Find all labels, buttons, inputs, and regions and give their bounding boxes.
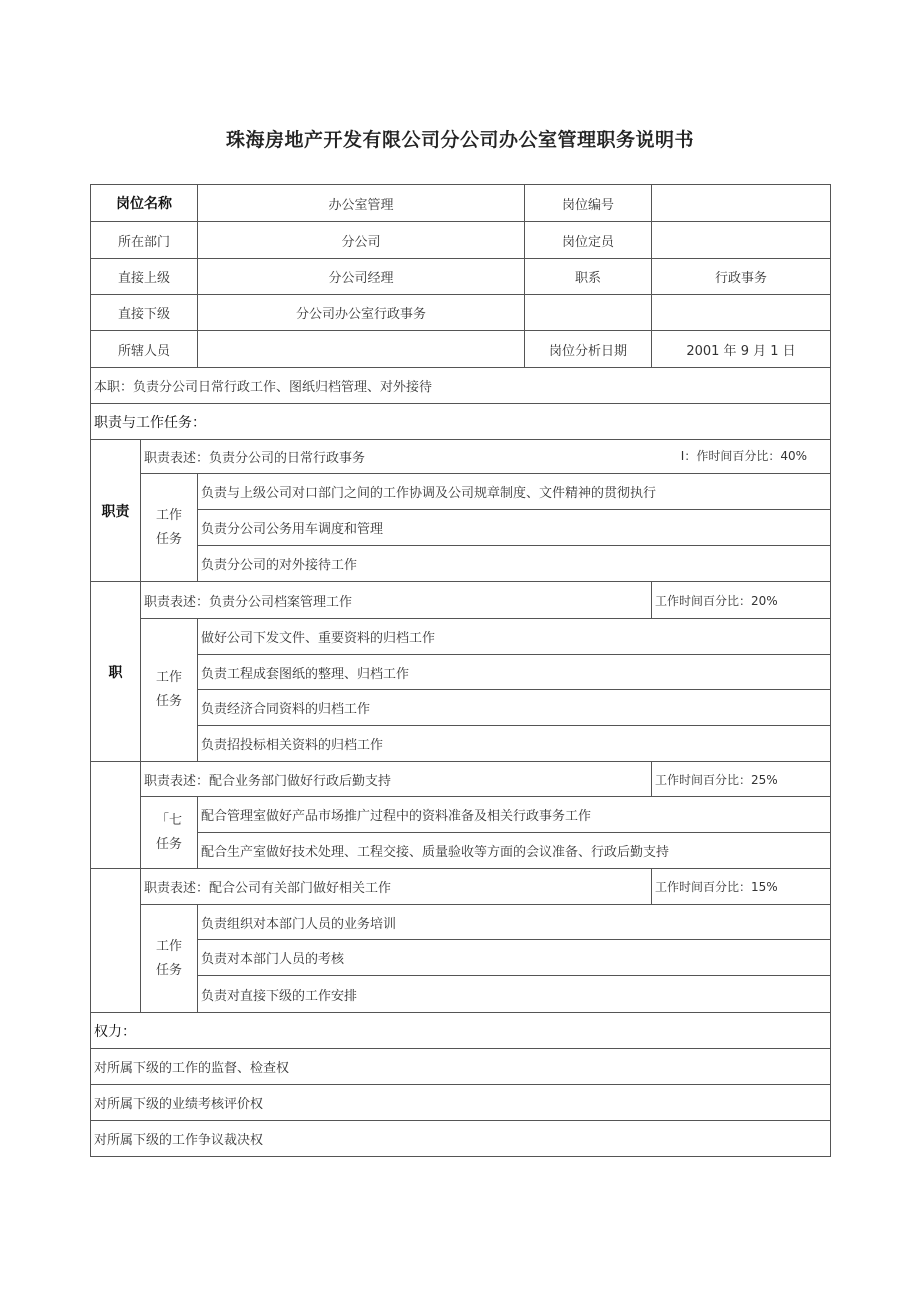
task-row bbox=[91, 546, 831, 582]
subordinate-value: 分公司办公室行政事务 bbox=[198, 295, 525, 331]
managed-value bbox=[198, 331, 525, 368]
task-label: 工作 任务 bbox=[141, 474, 198, 582]
task-item: 负责招投标相关资料的归档工作 bbox=[198, 726, 831, 762]
duty-statement-cell bbox=[141, 440, 831, 474]
row-duties-heading bbox=[91, 404, 831, 440]
task-item: 负责对直接下级的工作安排 bbox=[198, 976, 831, 1013]
duty-time-percent: 工作时间百分比：20% bbox=[652, 582, 831, 619]
duty-statement: 职责表述：负责分公司档案管理工作 bbox=[141, 582, 652, 619]
series-label: 职系 bbox=[525, 259, 652, 295]
duties-heading: 职责与工作任务： bbox=[91, 404, 831, 440]
task-item: 负责经济合同资料的归档工作 bbox=[198, 690, 831, 726]
task-row bbox=[91, 690, 831, 726]
task-item: 配合生产室做好技术处理、工程交接、质量验收等方面的会议准备、行政后勤支持 bbox=[198, 833, 831, 869]
task-row bbox=[91, 976, 831, 1013]
duty-summary: 本职：负责分公司日常行政工作、图纸归档管理、对外接待 bbox=[91, 368, 831, 404]
row-powers-heading bbox=[91, 1013, 831, 1049]
duty-statement: 职责表述：配合公司有关部门做好相关工作 bbox=[141, 869, 652, 905]
powers-heading: 权力： bbox=[91, 1013, 831, 1049]
headcount-label: 岗位定员 bbox=[525, 222, 652, 259]
power-row bbox=[91, 1121, 831, 1157]
position-name-value: 办公室管理 bbox=[198, 185, 525, 222]
duty-statement: 职责表述：负责分公司的日常行政事务 bbox=[144, 451, 366, 466]
position-name-label: 岗位名称 bbox=[91, 185, 198, 222]
duty-group-label bbox=[91, 869, 141, 1013]
duty-group-label: 职 bbox=[91, 582, 141, 762]
duty-time-percent: 工作时间百分比：25% bbox=[652, 762, 831, 797]
duty-time-percent: 工作时间百分比：15% bbox=[652, 869, 831, 905]
superior-label: 直接上级 bbox=[91, 259, 198, 295]
duty-group-label bbox=[91, 762, 141, 869]
task-label: 工作 任务 bbox=[141, 619, 198, 762]
duty-statement-row bbox=[91, 440, 831, 474]
superior-value: 分公司经理 bbox=[198, 259, 525, 295]
power-item: 对所属下级的工作争议裁决权 bbox=[91, 1121, 831, 1157]
task-item: 负责分公司公务用车调度和管理 bbox=[198, 510, 831, 546]
headcount-value bbox=[652, 222, 831, 259]
task-label: 工作 任务 bbox=[141, 905, 198, 1013]
row-subordinate bbox=[91, 295, 831, 331]
task-row bbox=[91, 726, 831, 762]
task-row bbox=[91, 655, 831, 690]
duty-time-percent: I：作时间百分比：40% bbox=[680, 449, 807, 463]
dept-label: 所在部门 bbox=[91, 222, 198, 259]
task-row bbox=[91, 905, 831, 940]
power-item: 对所属下级的业绩考核评价权 bbox=[91, 1085, 831, 1121]
row-position-name bbox=[91, 185, 831, 222]
task-row bbox=[91, 474, 831, 510]
task-item: 负责对本部门人员的考核 bbox=[198, 940, 831, 976]
task-item: 负责分公司的对外接待工作 bbox=[198, 546, 831, 582]
empty-cell bbox=[652, 295, 831, 331]
empty-cell bbox=[525, 295, 652, 331]
managed-label: 所辖人员 bbox=[91, 331, 198, 368]
duty-statement-row bbox=[91, 869, 831, 905]
document-title: 珠海房地产开发有限公司分公司办公室管理职务说明书 bbox=[225, 129, 694, 151]
duty-statement-row bbox=[91, 762, 831, 797]
task-item: 负责组织对本部门人员的业务培训 bbox=[198, 905, 831, 940]
row-superior bbox=[91, 259, 831, 295]
power-row bbox=[91, 1049, 831, 1085]
task-row bbox=[91, 797, 831, 833]
task-item: 配合管理室做好产品市场推广过程中的资料准备及相关行政事务工作 bbox=[198, 797, 831, 833]
task-row bbox=[91, 940, 831, 976]
task-label: 「七 任务 bbox=[141, 797, 198, 869]
task-row bbox=[91, 833, 831, 869]
dept-value: 分公司 bbox=[198, 222, 525, 259]
duty-statement-row bbox=[91, 582, 831, 619]
series-value: 行政事务 bbox=[652, 259, 831, 295]
analysis-date-value: 2001 年 9 月 1 日 bbox=[652, 331, 831, 368]
power-row bbox=[91, 1085, 831, 1121]
task-row bbox=[91, 619, 831, 655]
task-item: 负责工程成套图纸的整理、归档工作 bbox=[198, 655, 831, 690]
duty-group-label: 职责 bbox=[91, 440, 141, 582]
position-code-value bbox=[652, 185, 831, 222]
task-item: 负责与上级公司对口部门之间的工作协调及公司规章制度、文件精神的贯彻执行 bbox=[198, 474, 831, 510]
task-item: 做好公司下发文件、重要资料的归档工作 bbox=[198, 619, 831, 655]
row-managed bbox=[91, 331, 831, 368]
duty-statement: 职责表述：配合业务部门做好行政后勤支持 bbox=[141, 762, 652, 797]
job-description-table bbox=[90, 184, 831, 1157]
task-row bbox=[91, 510, 831, 546]
row-duty-summary bbox=[91, 368, 831, 404]
power-item: 对所属下级的工作的监督、检查权 bbox=[91, 1049, 831, 1085]
position-code-label: 岗位编号 bbox=[525, 185, 652, 222]
subordinate-label: 直接下级 bbox=[91, 295, 198, 331]
analysis-date-label: 岗位分析日期 bbox=[525, 331, 652, 368]
row-department bbox=[91, 222, 831, 259]
